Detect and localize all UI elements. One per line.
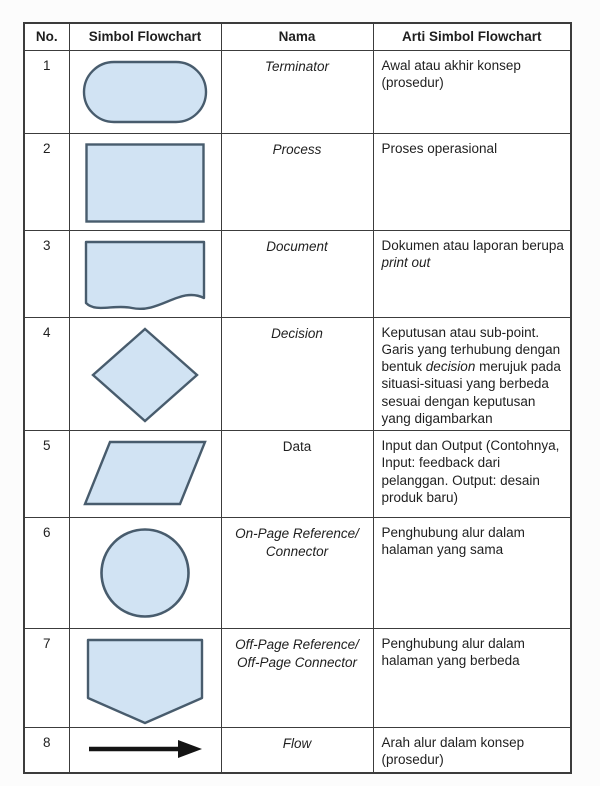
table-row [24,518,571,629]
table-body [24,50,571,773]
table-row [24,728,571,773]
col-header-nama: Nama [221,23,373,50]
decision-shape [91,327,199,344]
col-header-arti-simbol-flowchart: Arti Simbol Flowchart [373,23,571,50]
symbol-cell [69,50,221,133]
data-shape [83,440,207,457]
row-number-cell: 8 [24,728,69,773]
meaning-cell: Dokumen atau laporan berupa print out [373,230,571,317]
row-number-cell: 3 [24,230,69,317]
symbol-cell [69,629,221,728]
name-cell: Terminator [221,50,373,133]
process-shape [85,143,205,160]
table-row [24,317,571,431]
table-row [24,230,571,317]
header-row [24,23,571,50]
name-cell: Data [221,431,373,518]
terminator-shape [82,60,208,77]
table-row [24,133,571,230]
col-header-simbol-flowchart: Simbol Flowchart [69,23,221,50]
meaning-cell: Awal atau akhir konsep (prosedur) [373,50,571,133]
row-number-cell: 6 [24,518,69,629]
row-number-cell: 4 [24,317,69,431]
name-cell: Off-Page Reference/ Off-Page Connector [221,629,373,728]
row-number-cell: 1 [24,50,69,133]
name-cell: Flow [221,728,373,773]
on-page-connector-shape [99,527,191,544]
table-row [24,50,571,133]
flow-arrow-shape [86,737,204,754]
symbol-cell [69,431,221,518]
table-header [24,23,571,50]
document-shape [84,240,206,257]
meaning-cell: Keputusan atau sub-point. Garis yang terhubung dengan bentuk decision merujuk pada situasi-situasi yang berbeda sesuai dengan keputusan yang digambarkan [373,317,571,431]
row-number-cell: 2 [24,133,69,230]
symbol-cell [69,518,221,629]
off-page-connector-shape [86,638,204,655]
symbol-cell [69,230,221,317]
name-cell: Document [221,230,373,317]
table-row [24,431,571,518]
meaning-cell: Proses operasional [373,133,571,230]
row-number-cell: 5 [24,431,69,518]
symbol-cell [69,317,221,431]
meaning-cell: Input dan Output (Contohnya, Input: feedback dari pelanggan. Output: desain produk baru) [373,431,571,518]
table-row [24,629,571,728]
name-cell: Process [221,133,373,230]
meaning-cell: Penghubung alur dalam halaman yang sama [373,518,571,629]
col-header-no: No. [24,23,69,50]
row-number-cell: 7 [24,629,69,728]
flowchart-symbols-table [23,22,572,774]
symbol-cell [69,133,221,230]
meaning-cell: Penghubung alur dalam halaman yang berbeda [373,629,571,728]
name-cell: On-Page Reference/ Connector [221,518,373,629]
name-cell: Decision [221,317,373,431]
meaning-cell: Arah alur dalam konsep (prosedur) [373,728,571,773]
symbol-cell [69,728,221,773]
